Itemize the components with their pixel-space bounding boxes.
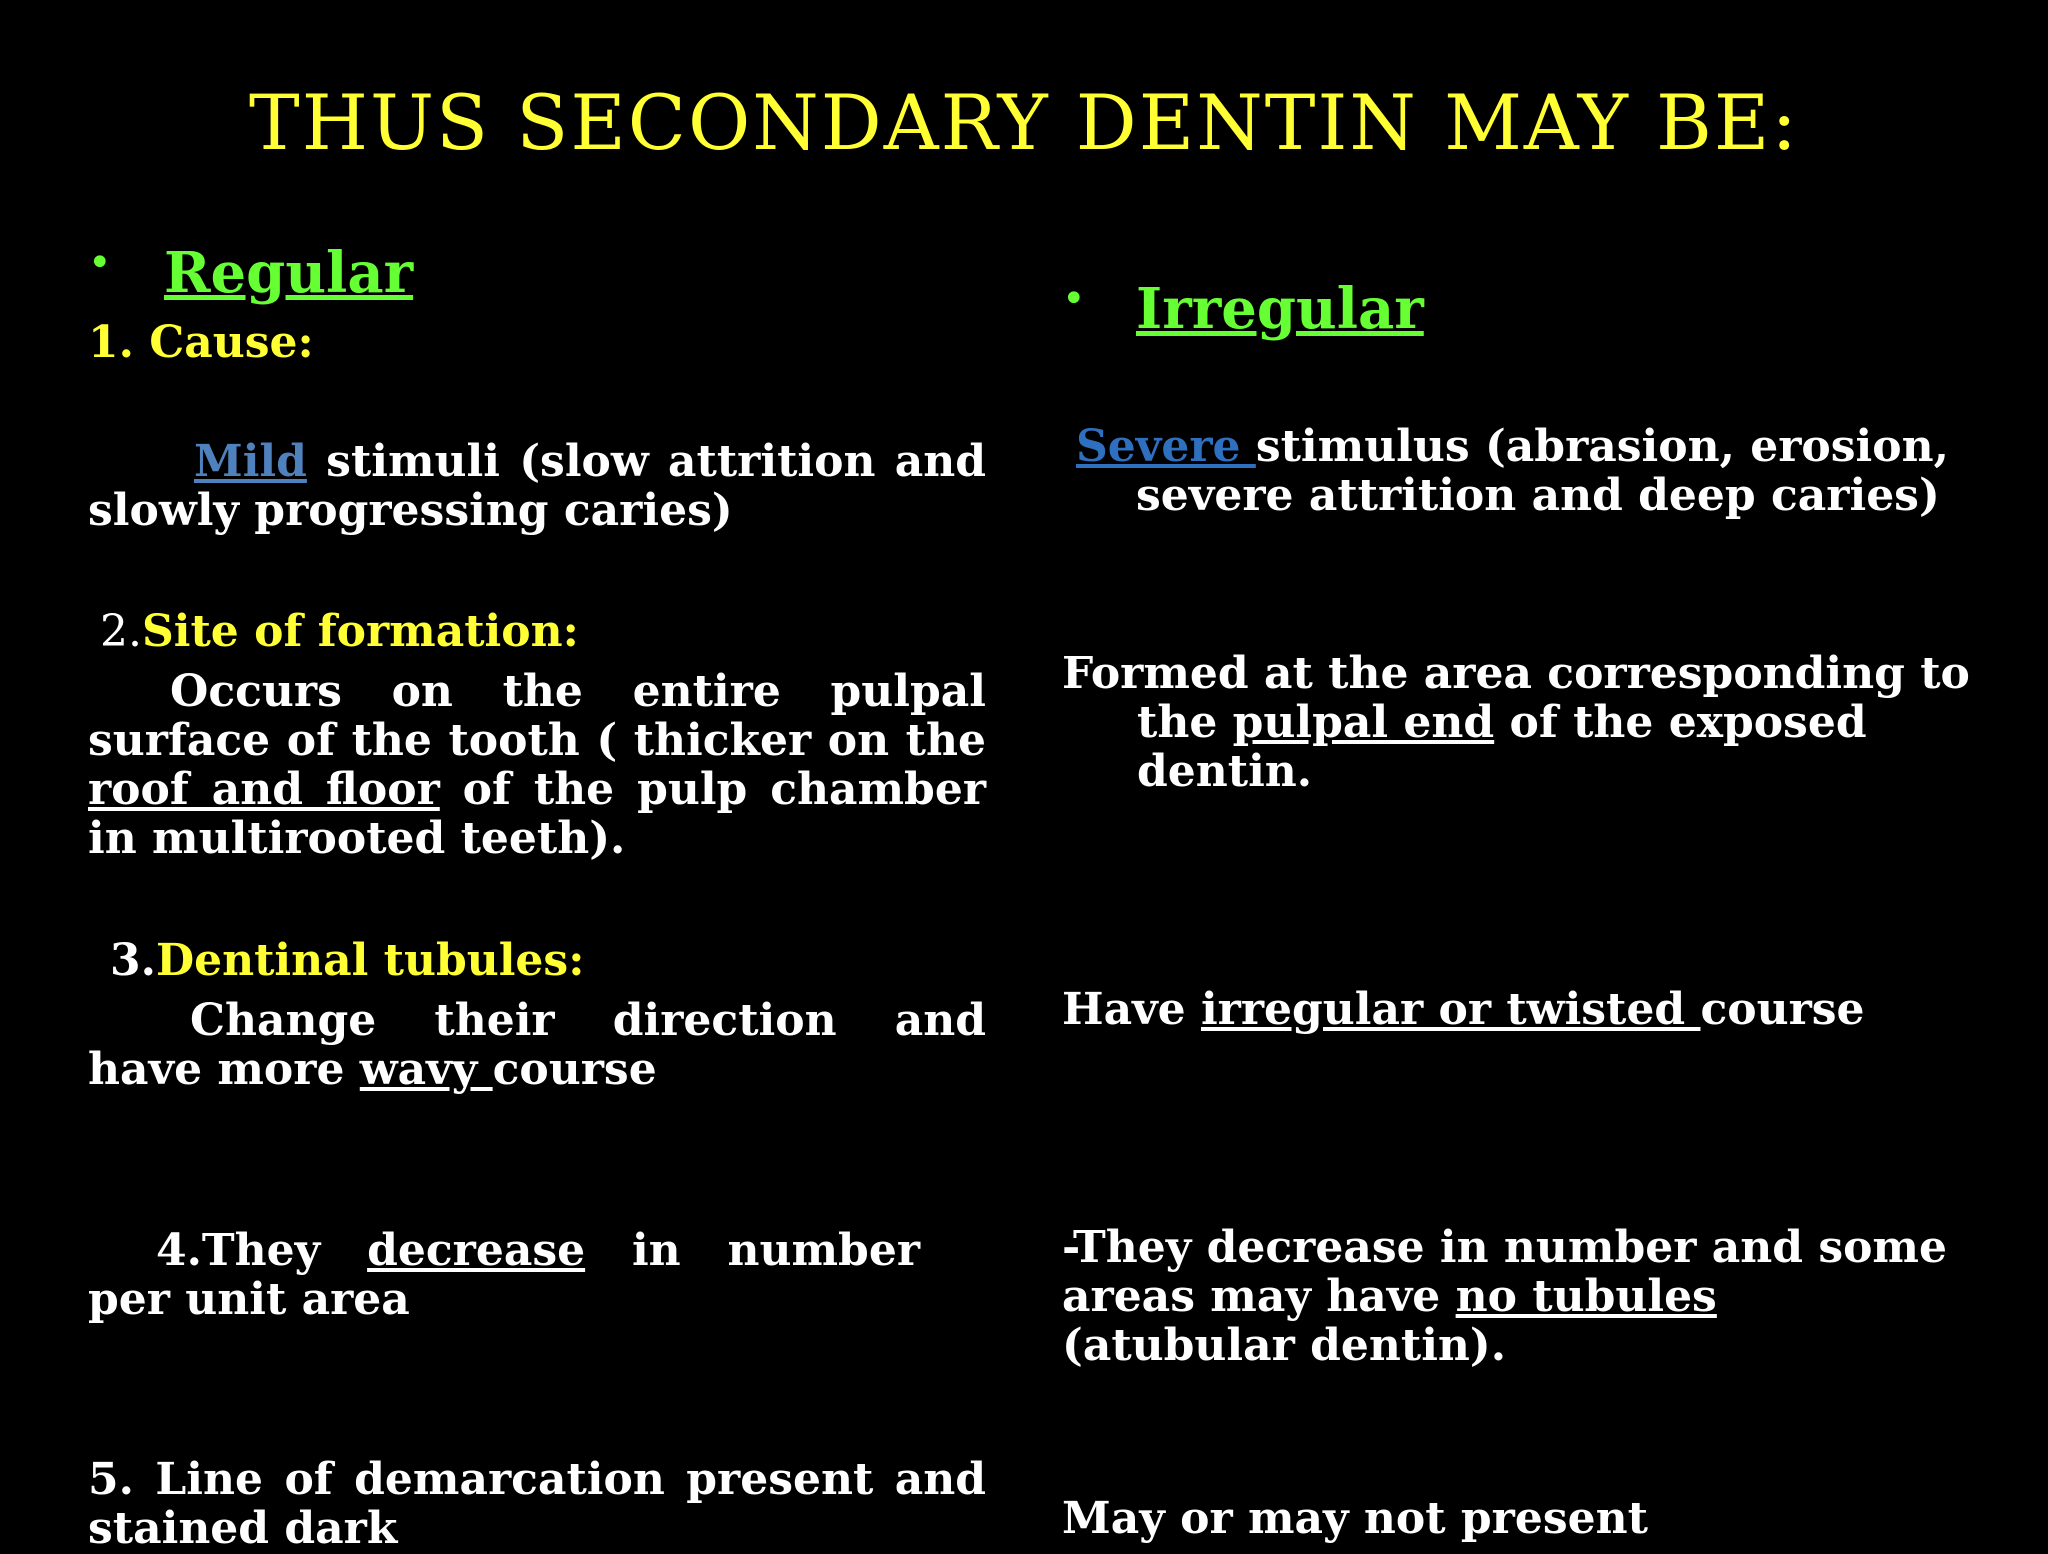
regular-cause-text: Mild stimuli (slow attrition and slowly progressing caries) (88, 436, 986, 536)
regular-tubules-text: Change their direction and have more wavy course (88, 995, 986, 1095)
tubules-label: 3.Dentinal tubules: (110, 935, 585, 986)
bullet-irregular: • (1062, 276, 1086, 322)
irregular-number-text: -They decrease in number and some areas may have no tubules (atubular dentin). (1062, 1222, 1947, 1371)
heading-regular: Regular (164, 240, 414, 306)
irregular-cause-text: Severe stimulus (abrasion, erosion, severe attrition and deep caries) (1076, 421, 1949, 521)
site-label: 2.Site of formation: (100, 606, 579, 657)
irregular-demarcation-text: May or may not present (1062, 1493, 1648, 1544)
irregular-tubules-text: Have irregular or twisted course (1062, 984, 1865, 1035)
heading-irregular: Irregular (1136, 276, 1424, 342)
severe-link: Severe (1076, 421, 1256, 472)
regular-demarcation-text: 5. Line of demarcation present and stained dark (88, 1454, 986, 1554)
cause-label: 1. Cause: (88, 317, 314, 368)
regular-site-text: Occurs on the entire pulpal surface of the tooth ( thicker on the roof and floor of the pulp chamber in multirooted teeth). (88, 666, 987, 864)
regular-number-text: 4.They decrease in number per unit area (88, 1225, 921, 1325)
bullet-regular: • (88, 240, 112, 286)
mild-link: Mild (194, 436, 307, 487)
irregular-site-text: Formed at the area corresponding to the pulpal end of the exposed dentin. (1062, 648, 1970, 797)
slide-title: THUS SECONDARY DENTIN MAY BE: (249, 78, 1799, 167)
